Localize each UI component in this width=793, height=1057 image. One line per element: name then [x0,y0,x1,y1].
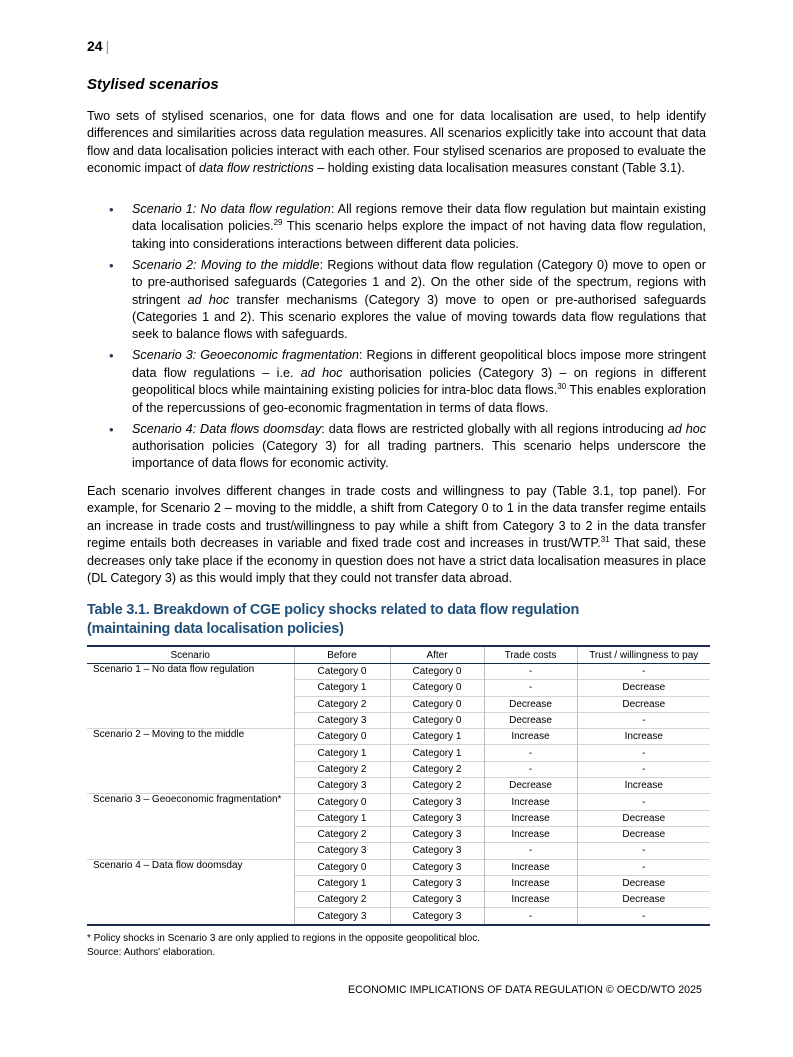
before-cell: Category 0 [294,859,390,875]
before-cell: Category 1 [294,680,390,696]
table-row [87,745,710,761]
table-row [87,908,710,925]
table-row [87,859,710,875]
paragraph-text: Each scenario involves different changes in trade costs and willingness to pay (Table 3.1, top panel). For example, for Scenario 2 – moving to the middle, a shift from Category 0 to 1 in the data transfer regime entails an increase in trade costs and trust/willingness to pay while a shift from Category 3 to 2 in the data transfer regime entails both decreases in variable and fixed trade cost and increases in trust/WTP. [87,484,706,551]
intro-text: Two sets of stylised scenarios, one for data flows and one for data localisation are used, to help identify differences and similarities across data regulation measures. All scenarios explicitly take into account that data flow and data localisation policies interact with each other. Four stylised scenarios are proposed to evaluate the economic impact of [87,109,706,176]
scenario-cell: Scenario 2 – Moving to the middle [87,729,294,745]
header-trust-wtp: Trust / willingness to pay [577,646,710,664]
trust-wtp-cell: - [577,664,710,680]
trust-wtp-cell: - [577,761,710,777]
scenario-cell: Scenario 4 – Data flow doomsday [87,859,294,875]
bullet-text: authorisation policies (Category 3) for all trading partners. This scenario helps underscore the importance of data flows for economic activity. [132,439,706,471]
after-cell: Category 3 [390,875,484,891]
after-cell: Category 2 [390,761,484,777]
header-before: Before [294,646,390,664]
after-cell: Category 3 [390,859,484,875]
table-header-row [87,646,710,664]
table-title-line-1: Table 3.1. Breakdown of CGE policy shocks related to data flow regulation [87,602,580,618]
trade-costs-cell: Increase [484,875,577,891]
trust-wtp-cell: Decrease [577,810,710,826]
after-cell: Category 0 [390,712,484,728]
after-cell: Category 3 [390,843,484,859]
before-cell: Category 2 [294,892,390,908]
after-cell: Category 0 [390,664,484,680]
scenario-cell [87,908,294,925]
bullet-italic: ad hoc [300,365,343,380]
trade-costs-cell: Increase [484,810,577,826]
after-cell: Category 2 [390,778,484,794]
table-body [87,664,710,925]
trust-wtp-cell: Decrease [577,875,710,891]
trust-wtp-cell: Increase [577,729,710,745]
bullet-text: : data flows are restricted globally with all regions introducing [321,421,668,436]
bullet-text: transfer mechanisms (Category 3) move to open or pre-authorised safeguards (Categories 1 and 2). This scenario explores the value of moving towards data flow regulations that seek to balance flows with safeguards. [132,292,706,342]
trade-costs-cell: Increase [484,794,577,810]
scenario-cell [87,826,294,842]
trade-costs-cell: - [484,843,577,859]
scenario-bullet-1 [87,201,706,253]
trust-wtp-cell: Increase [577,778,710,794]
table-notes [87,932,480,960]
trust-wtp-cell: - [577,859,710,875]
bullet-icon: • [109,202,114,217]
bullet-text: This scenario helps explore the impact of not having data flow regulation, taking into considerations interactions between different data policies. [132,219,707,251]
trust-wtp-cell: Decrease [577,680,710,696]
scenario-bullet-2 [87,257,706,344]
after-cell: Category 3 [390,826,484,842]
table-row [87,712,710,728]
trade-costs-cell: Increase [484,826,577,842]
footnote-ref-29[interactable]: 29 [273,218,283,228]
header-trade-costs: Trade costs [484,646,577,664]
header-scenario: Scenario [87,646,294,664]
after-cell: Category 1 [390,745,484,761]
after-cell: Category 0 [390,696,484,712]
before-cell: Category 3 [294,908,390,925]
after-cell: Category 0 [390,680,484,696]
header-after: After [390,646,484,664]
paragraph-text: That said, these decreases only take place if the economy in question does not have a strict data localisation measures in place (DL Category 3) as this would imply that they could not transfer data abroad. [87,536,706,586]
trade-costs-cell: Decrease [484,696,577,712]
trade-costs-cell: Decrease [484,712,577,728]
table-row [87,696,710,712]
before-cell: Category 3 [294,843,390,859]
before-cell: Category 3 [294,712,390,728]
trust-wtp-cell: - [577,843,710,859]
page-footer: ECONOMIC IMPLICATIONS OF DATA REGULATION © OECD/WTO 2025 [348,984,702,996]
bullet-title: Scenario 1: No data flow regulation [132,202,331,216]
before-cell: Category 2 [294,696,390,712]
scenario-cell [87,843,294,859]
bullet-italic: ad hoc [187,292,230,307]
after-cell: Category 3 [390,908,484,925]
table-row [87,892,710,908]
trade-costs-cell: - [484,745,577,761]
bullet-text: : All regions remove their data flow regulation but maintain existing data localisation policies. [132,202,706,234]
trust-wtp-cell: Decrease [577,892,710,908]
table-row [87,761,710,777]
policy-shocks-table-wrapper [87,645,710,926]
before-cell: Category 2 [294,761,390,777]
bullet-title: Scenario 3: Geoeconomic fragmentation [132,348,359,363]
scenario-cell: Scenario 3 – Geoeconomic fragmentation* [87,794,294,810]
intro-text-end: – holding existing data localisation measures constant (Table 3.1). [313,161,685,176]
table-row [87,664,710,680]
scenario-cell [87,892,294,908]
table-row [87,843,710,859]
scenario-cell [87,761,294,777]
trade-costs-cell: - [484,680,577,696]
table-row [87,875,710,891]
scenario-list [87,201,706,476]
table-row [87,794,710,810]
after-cell: Category 3 [390,892,484,908]
table-title-line-2: (maintaining data localisation policies) [87,621,344,637]
trust-wtp-cell: Decrease [577,826,710,842]
before-cell: Category 0 [294,664,390,680]
page-number [87,38,109,54]
footnote-ref-30[interactable]: 30 [557,382,567,392]
bullet-italic: ad hoc [667,421,706,436]
before-cell: Category 2 [294,826,390,842]
trust-wtp-cell: - [577,908,710,925]
table-row [87,826,710,842]
table-row [87,729,710,745]
scenario-cell [87,696,294,712]
trade-costs-cell: Increase [484,859,577,875]
bullet-text: This enables exploration of the repercussions of geo-economic fragmentation in terms of data flows. [132,383,706,415]
section-heading: Stylised scenarios [87,76,219,93]
table-footnote: * Policy shocks in Scenario 3 are only applied to regions in the opposite geopolitical bloc. [87,933,481,944]
table-row [87,680,710,696]
bullet-icon: • [109,348,114,364]
trade-costs-cell: Decrease [484,778,577,794]
scenario-bullet-4 [87,421,706,473]
bullet-icon: • [109,257,114,273]
trade-costs-cell: Increase [484,892,577,908]
after-cell: Category 3 [390,810,484,826]
before-cell: Category 0 [294,729,390,745]
table-title [87,601,579,639]
table-source: Source: Authors' elaboration. [87,947,216,958]
bullet-text: authorisation policies (Category 3) – on regions in different geopolitical blocs while maintaining existing policies for intra-bloc data flows. [132,365,706,398]
scenario-cell: Scenario 1 – No data flow regulation [87,664,294,680]
policy-shocks-table [87,645,710,926]
trade-costs-cell: Increase [484,729,577,745]
scenario-cell [87,778,294,794]
scenario-cell [87,810,294,826]
scenario-cell [87,875,294,891]
intro-paragraph [87,108,706,178]
bullet-icon: • [109,421,114,437]
trust-wtp-cell: - [577,712,710,728]
before-cell: Category 0 [294,794,390,810]
footnote-ref-31[interactable]: 31 [600,535,610,545]
trade-costs-cell: - [484,664,577,680]
bullet-title: Scenario 4: Data flows doomsday [132,421,322,436]
trade-costs-paragraph [87,483,706,587]
intro-italic: data flow restrictions [199,161,314,176]
scenario-bullet-3 [87,347,706,417]
trust-wtp-cell: - [577,745,710,761]
scenario-cell [87,680,294,696]
table-row [87,810,710,826]
before-cell: Category 1 [294,745,390,761]
after-cell: Category 3 [390,794,484,810]
page-number-separator: | [105,38,110,54]
trust-wtp-cell: - [577,794,710,810]
bullet-text: : Regions without data flow regulation (Category 0) move to open or to pre-authorised safeguards (Categories 1 and 2). On the other side of the spectrum, regions with stringent [132,257,706,307]
after-cell: Category 1 [390,729,484,745]
before-cell: Category 1 [294,875,390,891]
bullet-text: : Regions in different geopolitical blocs impose more stringent data flow regulations – i.e. [132,348,706,380]
page-number-value: 24 [87,38,103,54]
trust-wtp-cell: Decrease [577,696,710,712]
before-cell: Category 1 [294,810,390,826]
bullet-title: Scenario 2: Moving to the middle [132,257,320,272]
scenario-cell [87,712,294,728]
table-row [87,778,710,794]
before-cell: Category 3 [294,778,390,794]
scenario-cell [87,745,294,761]
trade-costs-cell: - [484,761,577,777]
trade-costs-cell: - [484,908,577,925]
